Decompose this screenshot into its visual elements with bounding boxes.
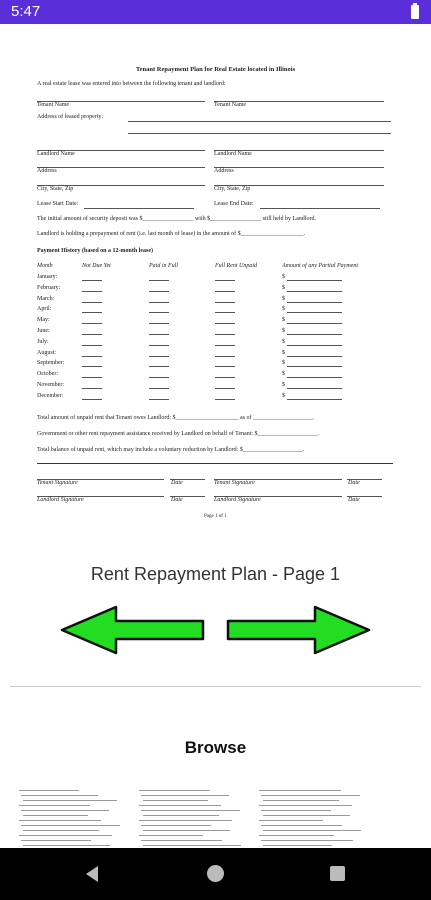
page-footer: Page 1 of 1 [204,514,227,519]
month-label: June: [37,328,50,334]
thumbnail-1[interactable] [15,784,127,848]
blank-line [215,399,235,400]
thumbnail-text-line [141,810,240,811]
section-divider [10,686,421,687]
blank-line [149,312,169,313]
blank-line [149,356,169,357]
column-paid-full: Paid in Full [149,263,178,269]
dollar-sign: $ [282,371,285,378]
thumbnail-text-line [263,800,339,801]
thumbnail-text-line [139,805,221,806]
blank-line [82,377,102,378]
blank-line [215,334,235,335]
month-label: August: [37,349,57,356]
thumbnail-text-line [263,830,361,831]
assistance-line: Government or other rent repayment assistance received by Landlord on behalf of Tenant: $____________________. [37,431,320,437]
blank-line [149,388,169,389]
month-label: December: [37,392,64,399]
blank-line [149,334,169,335]
blank-line [215,377,235,378]
blank-line [215,280,235,281]
month-label: July: [37,338,49,345]
column-month: Month [37,263,53,269]
month-label: May: [37,317,50,324]
thumbnail-text-line [143,800,208,801]
thumbnail-text-line [19,820,101,821]
thumbnail-text-line [139,790,210,791]
thumbnail-text-line [23,815,88,816]
blank-line [149,377,169,378]
dollar-sign: $ [282,284,285,291]
blank-line [215,291,235,292]
month-label: November: [37,382,64,388]
blank-line [82,366,102,367]
landlord-name-label-2: Landlord Name [214,151,252,157]
amount-line [287,302,342,303]
landlord-signature-1: Landlord Signature [37,497,84,503]
back-icon[interactable] [86,866,98,882]
dollar-sign: $ [282,338,285,345]
thumbnail-text-line [261,810,331,811]
total-unpaid-line: Total amount of unpaid rent that Tenant owes Landlord: $_____________________ as of ____________________. [37,415,315,421]
thumbnail-text-line [259,820,323,821]
thumbnail-text-line [21,825,120,826]
landlord-name-label-1: Landlord Name [37,151,75,157]
blank-line [149,345,169,346]
thumbnail-text-line [139,820,232,821]
amount-line [287,399,342,400]
month-label: September: [37,360,65,367]
month-label: October: [37,371,58,378]
dollar-sign: $ [282,274,285,280]
date-label-1: Date [171,480,183,486]
amount-line [287,323,342,324]
blank-line [82,302,102,303]
document-separator [37,463,393,464]
dollar-sign: $ [282,392,285,399]
document-page [0,24,431,534]
balance-line: Total balance of unpaid rent, which may include a voluntary reduction by Landlord: $____________________. [37,447,305,453]
tenant-name-label-2: Tenant Name [214,102,247,108]
amount-line [287,280,342,281]
recent-apps-icon[interactable] [330,866,345,881]
blank-line [82,312,102,313]
blank-line [215,302,235,303]
month-label: February: [37,284,61,291]
blank-line [82,345,102,346]
security-deposit-line: The initial amount of security deposit was $_________________ with $_________________ still held by Landlord. [37,216,316,222]
amount-line [287,366,342,367]
city-label-1: City, State, Zip [37,186,74,192]
blank-line [215,312,235,313]
previous-page-arrow-icon[interactable] [60,605,205,655]
thumbnail-text-line [21,795,98,796]
thumbnail-text-line [261,825,342,826]
thumbnail-text-line [19,805,90,806]
document-title: Tenant Repayment Plan for Real Estate located in Illinois [135,66,296,73]
blank-line [215,366,235,367]
column-partial: Amount of any Partial Payment [282,263,358,269]
status-time: 5:47 [11,3,41,20]
thumbnail-text-line [23,800,117,801]
dollar-sign: $ [282,306,285,313]
status-bar [0,0,431,24]
blank-line [215,356,235,357]
amount-line [287,312,342,313]
amount-line [287,377,342,378]
dollar-sign: $ [282,349,285,356]
lease-end-label: Lease End Date: [214,201,254,207]
month-label: January: [37,274,58,280]
dollar-sign: $ [282,382,285,388]
blank-line [82,334,102,335]
date-label-2: Date [348,480,360,486]
blank-line [149,399,169,400]
thumbnail-text-line [259,790,341,791]
tenant-signature-2: Tenant Signature [214,480,255,486]
address-label-1: Address [37,168,57,174]
thumbnail-text-line [21,840,91,841]
page-caption: Rent Repayment Plan - Page 1 [90,564,341,584]
blank-line [215,323,235,324]
thumbnail-text-line [261,795,360,796]
column-unpaid: Full Rent Unpaid [215,263,257,269]
amount-line [287,334,342,335]
thumbnail-text-line [263,815,350,816]
thumbnail-text-line [259,805,352,806]
blank-line [215,388,235,389]
home-icon[interactable] [207,865,224,882]
browse-heading: Browse [184,738,247,757]
blank-line [82,291,102,292]
amount-line [287,291,342,292]
tenant-name-label-1: Tenant Name [37,102,70,108]
leased-address-label: Address of leased property: [37,114,104,120]
address-label-2: Address [214,168,234,174]
next-page-arrow-icon[interactable] [226,605,371,655]
month-label: April: [37,306,52,313]
thumbnail-3[interactable] [255,784,367,848]
dollar-sign: $ [282,317,285,324]
blank-line [149,366,169,367]
thumbnail-2[interactable] [135,784,247,848]
dollar-sign: $ [282,328,285,334]
amount-line [287,388,342,389]
lease-start-label: Lease Start Date: [37,201,79,207]
thumbnail-text-line [21,810,109,811]
month-label: March: [37,295,55,302]
blank-line [215,345,235,346]
blank-line [82,356,102,357]
thumbnail-text-line [259,835,334,836]
intro-text: A real estate lease was entered into between the following tenant and landlord: [37,81,226,87]
thumbnail-text-line [139,835,203,836]
date-label-3: Date [171,497,183,503]
blank-line [149,323,169,324]
thumbnail-text-line [143,815,219,816]
blank-line [149,302,169,303]
thumbnail-text-line [141,840,222,841]
blank-line [149,291,169,292]
thumbnail-text-line [23,845,110,846]
thumbnail-text-line [19,835,112,836]
thumbnail-text-line [143,830,230,831]
payment-history-heading: Payment History (based on a 12-month lease) [37,248,153,254]
thumbnail-text-line [141,825,211,826]
prepayment-line: Landlord is holding a prepayment of rent (i.e. last month of lease) in the amount of $_____________________. [37,231,306,237]
city-label-2: City, State, Zip [214,186,251,192]
dollar-sign: $ [282,295,285,302]
amount-line [287,356,342,357]
thumbnail-text-line [19,790,79,791]
navigation-bar [0,848,431,900]
blank-line [82,399,102,400]
thumbnail-text-line [141,795,229,796]
amount-line [287,345,342,346]
date-label-4: Date [348,497,360,503]
blank-line [149,280,169,281]
thumbnail-text-line [143,845,241,846]
battery-icon [411,5,419,19]
blank-line [82,388,102,389]
tenant-signature-1: Tenant Signature [37,480,78,486]
thumbnail-text-line [23,830,99,831]
dollar-sign: $ [282,360,285,367]
thumbnail-text-line [263,845,332,846]
blank-line [82,323,102,324]
landlord-signature-2: Landlord Signature [214,497,261,503]
browse-thumbnails [0,778,431,848]
thumbnail-text-line [261,840,353,841]
column-not-due: Not Due Yet [82,263,111,269]
blank-line [82,280,102,281]
